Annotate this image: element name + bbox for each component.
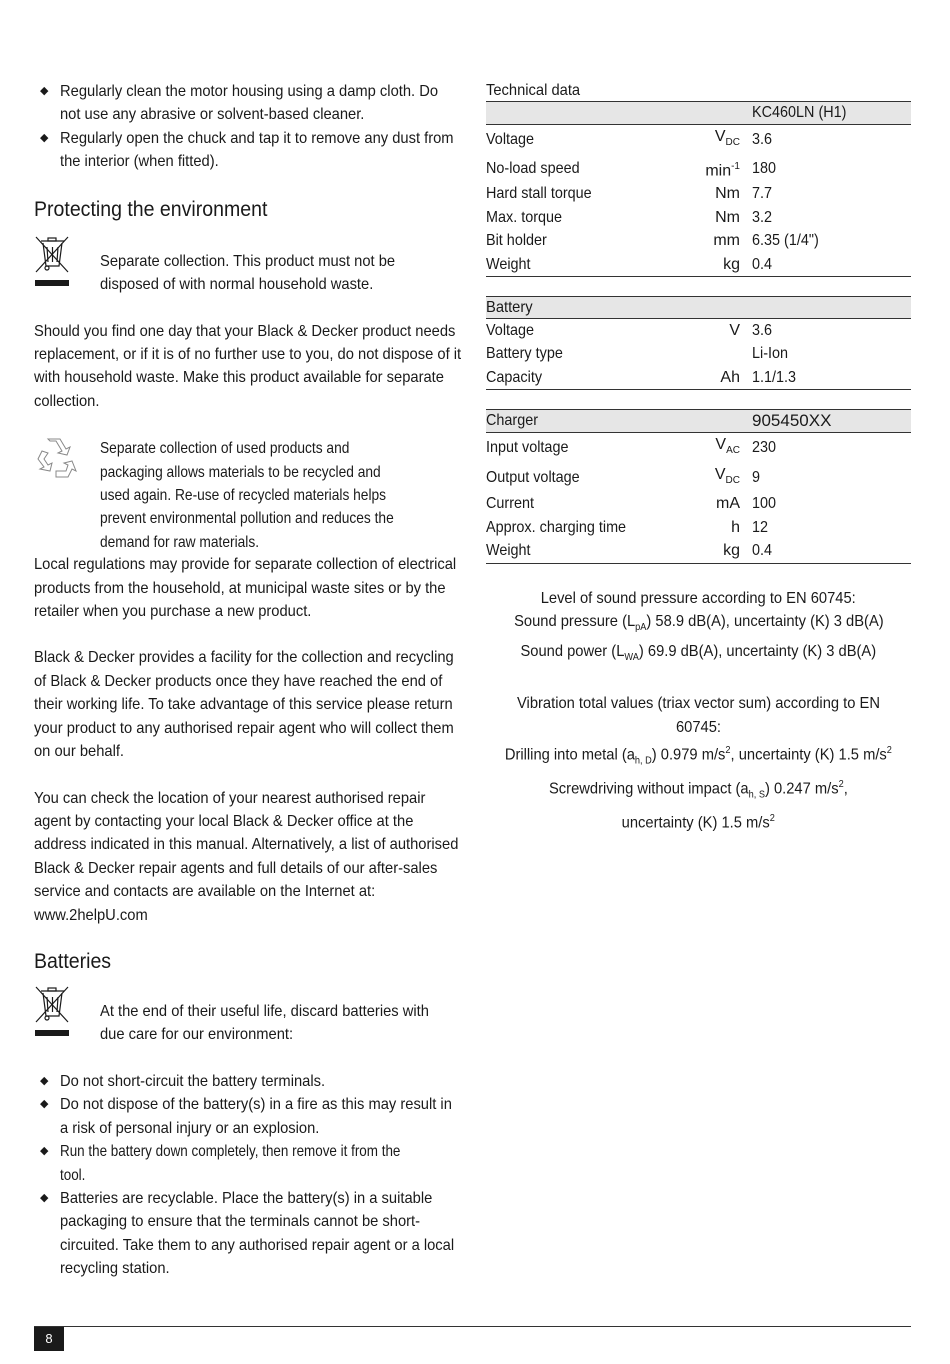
section-divider: [486, 277, 911, 297]
battery-table: [486, 319, 911, 390]
table-row: Max. torque Nm 3.2: [486, 208, 773, 226]
table-header-row: [486, 410, 911, 433]
technical-data-table: [486, 102, 911, 277]
charger-model: 905450XX: [752, 411, 832, 431]
crossed-bin-icon: [34, 984, 74, 1045]
battery-bullets: [34, 1070, 460, 1281]
table-row: Current mA 100: [486, 495, 777, 513]
charger-table: [486, 410, 911, 563]
left-column: [34, 80, 460, 1281]
list-item: ◆ Batteries are recyclable. Place the battery(s) in a suitable packaging to ensure that the terminals cannot be short-circuited. Take them to any authorised repair agent or a local recycling station.: [34, 1187, 460, 1281]
model-number: KC460LN (H1): [752, 104, 847, 121]
diamond-bullet-icon: ◆: [40, 85, 49, 97]
list-item: ◆ Do not short-circuit the battery terminals.: [34, 1070, 460, 1093]
table-row: Weight kg 0.4: [486, 539, 911, 563]
table-row: No-load speed $\min^{-1}$ 180: [486, 159, 777, 179]
right-column: [486, 80, 911, 835]
table-row: Voltage V 3.6: [486, 321, 773, 339]
recycling-text: Separate collection of used products and packaging allows materials to be recycled and used again. Re-use of recycled materials helps prevent environmental pollution and reduces the demand for raw materials.: [100, 440, 394, 551]
table-row: Hard stall torque Nm 7.7: [486, 185, 773, 203]
batteries-disposal-block: [34, 984, 460, 1046]
technical-data-title: Technical data: [486, 80, 911, 102]
recycling-block: [34, 437, 460, 551]
footer-rule: [34, 1326, 911, 1327]
sound-block: Level of sound pressure according to EN 60745: Sound pressure $(L_{pA})$ 58.9 dB(A), uncertainty (K) 3 dB(A) Sound power $(L_{WA})$ 69.9 dB(A), uncertainty (K) 3 dB(A): [513, 589, 884, 663]
vibration-block: Vibration total values (triax vector sum) according to EN 60745: Drilling into metal $(a_{h, D})$ 0.979 $m/s^2$, uncertainty (K) 1.5 $m/s^2$ Screwdriving without impact $(a_{h, S})$ 0.247 $m/s^2$, uncertainty (K) 1.5 $m/s^2$: [504, 695, 893, 832]
diamond-bullet-icon: ◆: [40, 1098, 49, 1111]
separate-collection-text: Separate collection. This product must not be disposed of with normal household waste.: [100, 252, 396, 294]
env-heading: Protecting the environment: [34, 197, 268, 221]
diamond-bullet-icon: ◆: [40, 1145, 49, 1158]
diamond-bullet-icon: ◆: [40, 1191, 49, 1204]
table-row: Input voltage $V_{AC}$ 230: [486, 436, 777, 457]
page-number: 8: [34, 1327, 64, 1351]
paragraph: Black & Decker provides a facility for the collection and recycling of Black & Decker products once they have reached the end of their working life. To take advantage of this service please return your product to any authorised repair agent who will collect them on our behalf.: [34, 649, 454, 761]
table-row: Voltage $V_{DC}$ 3.6: [486, 128, 773, 149]
list-item: ◆ Regularly open the chuck and tap it to remove any dust from the interior (when fitted).: [34, 127, 460, 174]
section-divider: [486, 390, 911, 410]
battery-title: Battery: [486, 297, 911, 319]
paragraph: Should you find one day that your Black & Decker product needs replacement, or if it is of no further use to you, do not dispose of it with household waste. Make this product available for separate collection.: [34, 322, 462, 410]
table-row: Battery type Li-Ion: [486, 345, 789, 363]
separate-collection-block: [34, 234, 460, 296]
batteries-disposal-text: At the end of their useful life, discard batteries with due care for our environment:: [100, 1002, 429, 1044]
list-item: ◆ Run the battery down completely, then remove it from the tool.: [34, 1140, 460, 1187]
table-row: Output voltage $V_{DC}$ 9: [486, 465, 761, 486]
table-row: Capacity Ah 1.1/1.3: [486, 366, 911, 390]
maintenance-bullets: [34, 80, 460, 174]
table-row: Approx. charging time h 12: [486, 518, 769, 536]
table-header-row: [486, 102, 911, 125]
table-row: Weight kg 0.4: [486, 253, 911, 277]
diamond-bullet-icon: ◆: [40, 1074, 49, 1087]
crossed-bin-icon: [34, 234, 74, 295]
table-row: Bit holder mm 6.35 (1/4"): [486, 232, 819, 250]
website-link[interactable]: www.2helpU.com: [34, 906, 148, 924]
diamond-bullet-icon: ◆: [40, 131, 49, 144]
list-item: ◆ Do not dispose of the battery(s) in a fire as this may result in a risk of personal injury or an explosion.: [34, 1093, 460, 1140]
recycle-icon: [34, 437, 74, 486]
batteries-heading: Batteries: [34, 949, 112, 973]
charger-title: Charger: [486, 412, 539, 430]
list-item: ◆ Regularly clean the motor housing using a damp cloth. Do not use any abrasive or solvent-based cleaner.: [34, 80, 460, 127]
paragraph: Local regulations may provide for separate collection of electrical products from the household, at municipal waste sites or by the retailer when you purchase a new product.: [34, 556, 457, 621]
paragraph: You can check the location of your nearest authorised repair agent by contacting your local Black & Decker office at the address indicated in this manual. Alternatively, a list of authorised Black & Decker repair agents and full details of our after-sales service and contacts are available on the Internet at: www.2helpU.com: [34, 789, 459, 924]
